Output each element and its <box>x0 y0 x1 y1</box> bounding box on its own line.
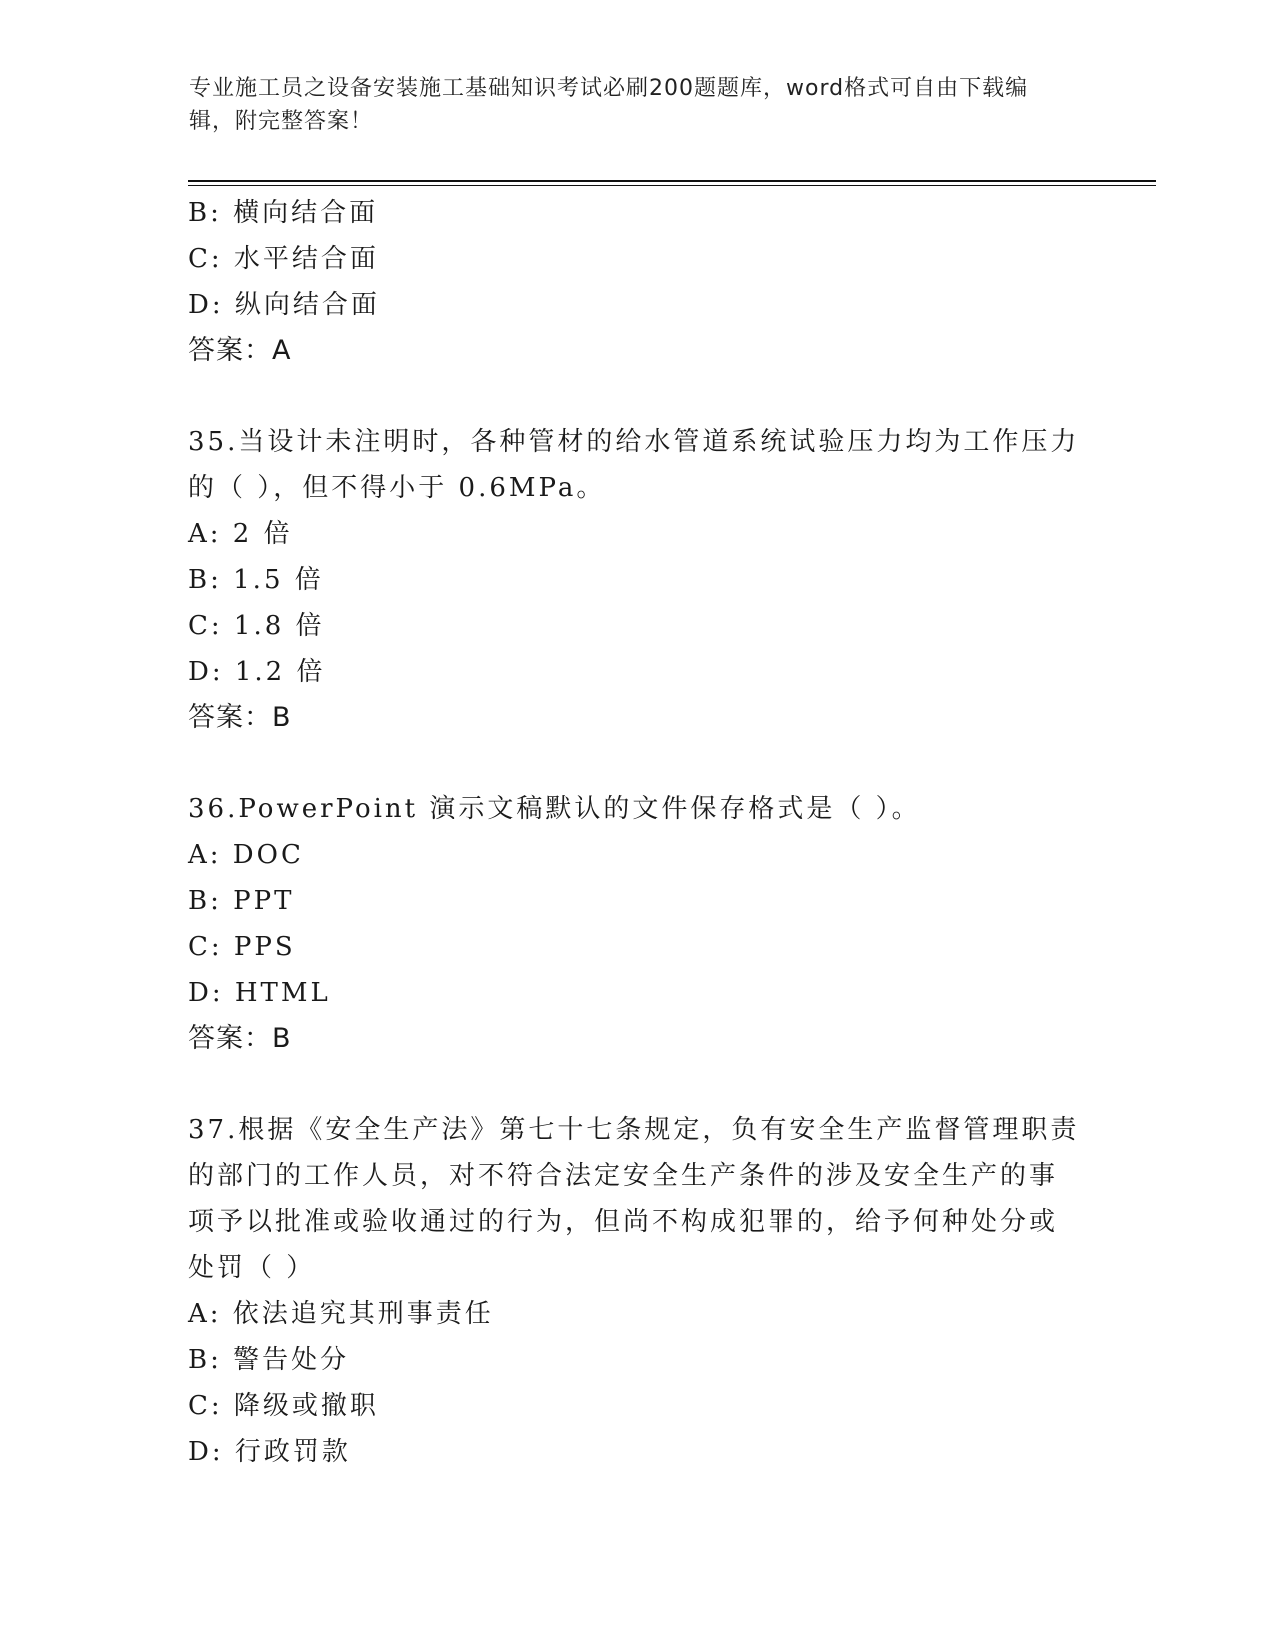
question-list <box>188 190 1088 1475</box>
option-b: B: 警告处分 <box>188 1345 350 1375</box>
option-a: A: 依法追究其刑事责任 <box>188 1299 494 1329</box>
question-text-line: 的部门的工作人员，对不符合法定安全生产条件的涉及安全生产的事 <box>188 1161 1059 1191</box>
option-c: C: 1.8 倍 <box>188 611 325 641</box>
answer-line: 答案：A <box>188 335 292 366</box>
question-text-line: 的（ ），但不得小于 0.6MPa。 <box>188 473 606 503</box>
option-a: A: DOC <box>188 840 304 870</box>
option-d: D: 1.2 倍 <box>188 657 326 687</box>
question-35 <box>188 419 1088 741</box>
option-c: C: PPS <box>188 932 296 962</box>
spacer <box>188 1062 1088 1107</box>
option-d: D: 纵向结合面 <box>188 290 380 320</box>
question-36 <box>188 786 1088 1062</box>
header-divider-thin <box>188 185 1156 186</box>
question-text-line: 35.当设计未注明时，各种管材的给水管道系统试验压力均为工作压力 <box>188 427 1080 457</box>
question-text-line: 37.根据《安全生产法》第七十七条规定，负有安全生产监督管理职责 <box>188 1115 1080 1145</box>
header-divider <box>188 180 1156 182</box>
answer-line: 答案：B <box>188 1023 292 1054</box>
spacer <box>188 374 1088 419</box>
option-b: B: 1.5 倍 <box>188 565 324 595</box>
question-text-line: 36.PowerPoint 演示文稿默认的文件保存格式是（ ）。 <box>188 794 921 824</box>
option-b: B: PPT <box>188 886 295 916</box>
option-c: C: 水平结合面 <box>188 244 379 274</box>
spacer <box>188 741 1088 786</box>
option-a: A: 2 倍 <box>188 519 293 549</box>
answer-line: 答案：B <box>188 702 292 733</box>
question-37 <box>188 1107 1088 1475</box>
option-d: D: HTML <box>188 978 331 1008</box>
option-c: C: 降级或撤职 <box>188 1391 379 1421</box>
question-34-continued <box>188 190 1088 374</box>
option-d: D: 行政罚款 <box>188 1437 351 1467</box>
question-text-line: 处罚（ ） <box>188 1253 316 1283</box>
question-text-line: 项予以批准或验收通过的行为，但尚不构成犯罪的，给予何种处分或 <box>188 1207 1059 1237</box>
option-b: B: 横向结合面 <box>188 198 379 228</box>
page-header: 专业施工员之设备安装施工基础知识考试必刷200题题库，word格式可自由下载编辑，附完整答案！ <box>189 76 1029 134</box>
